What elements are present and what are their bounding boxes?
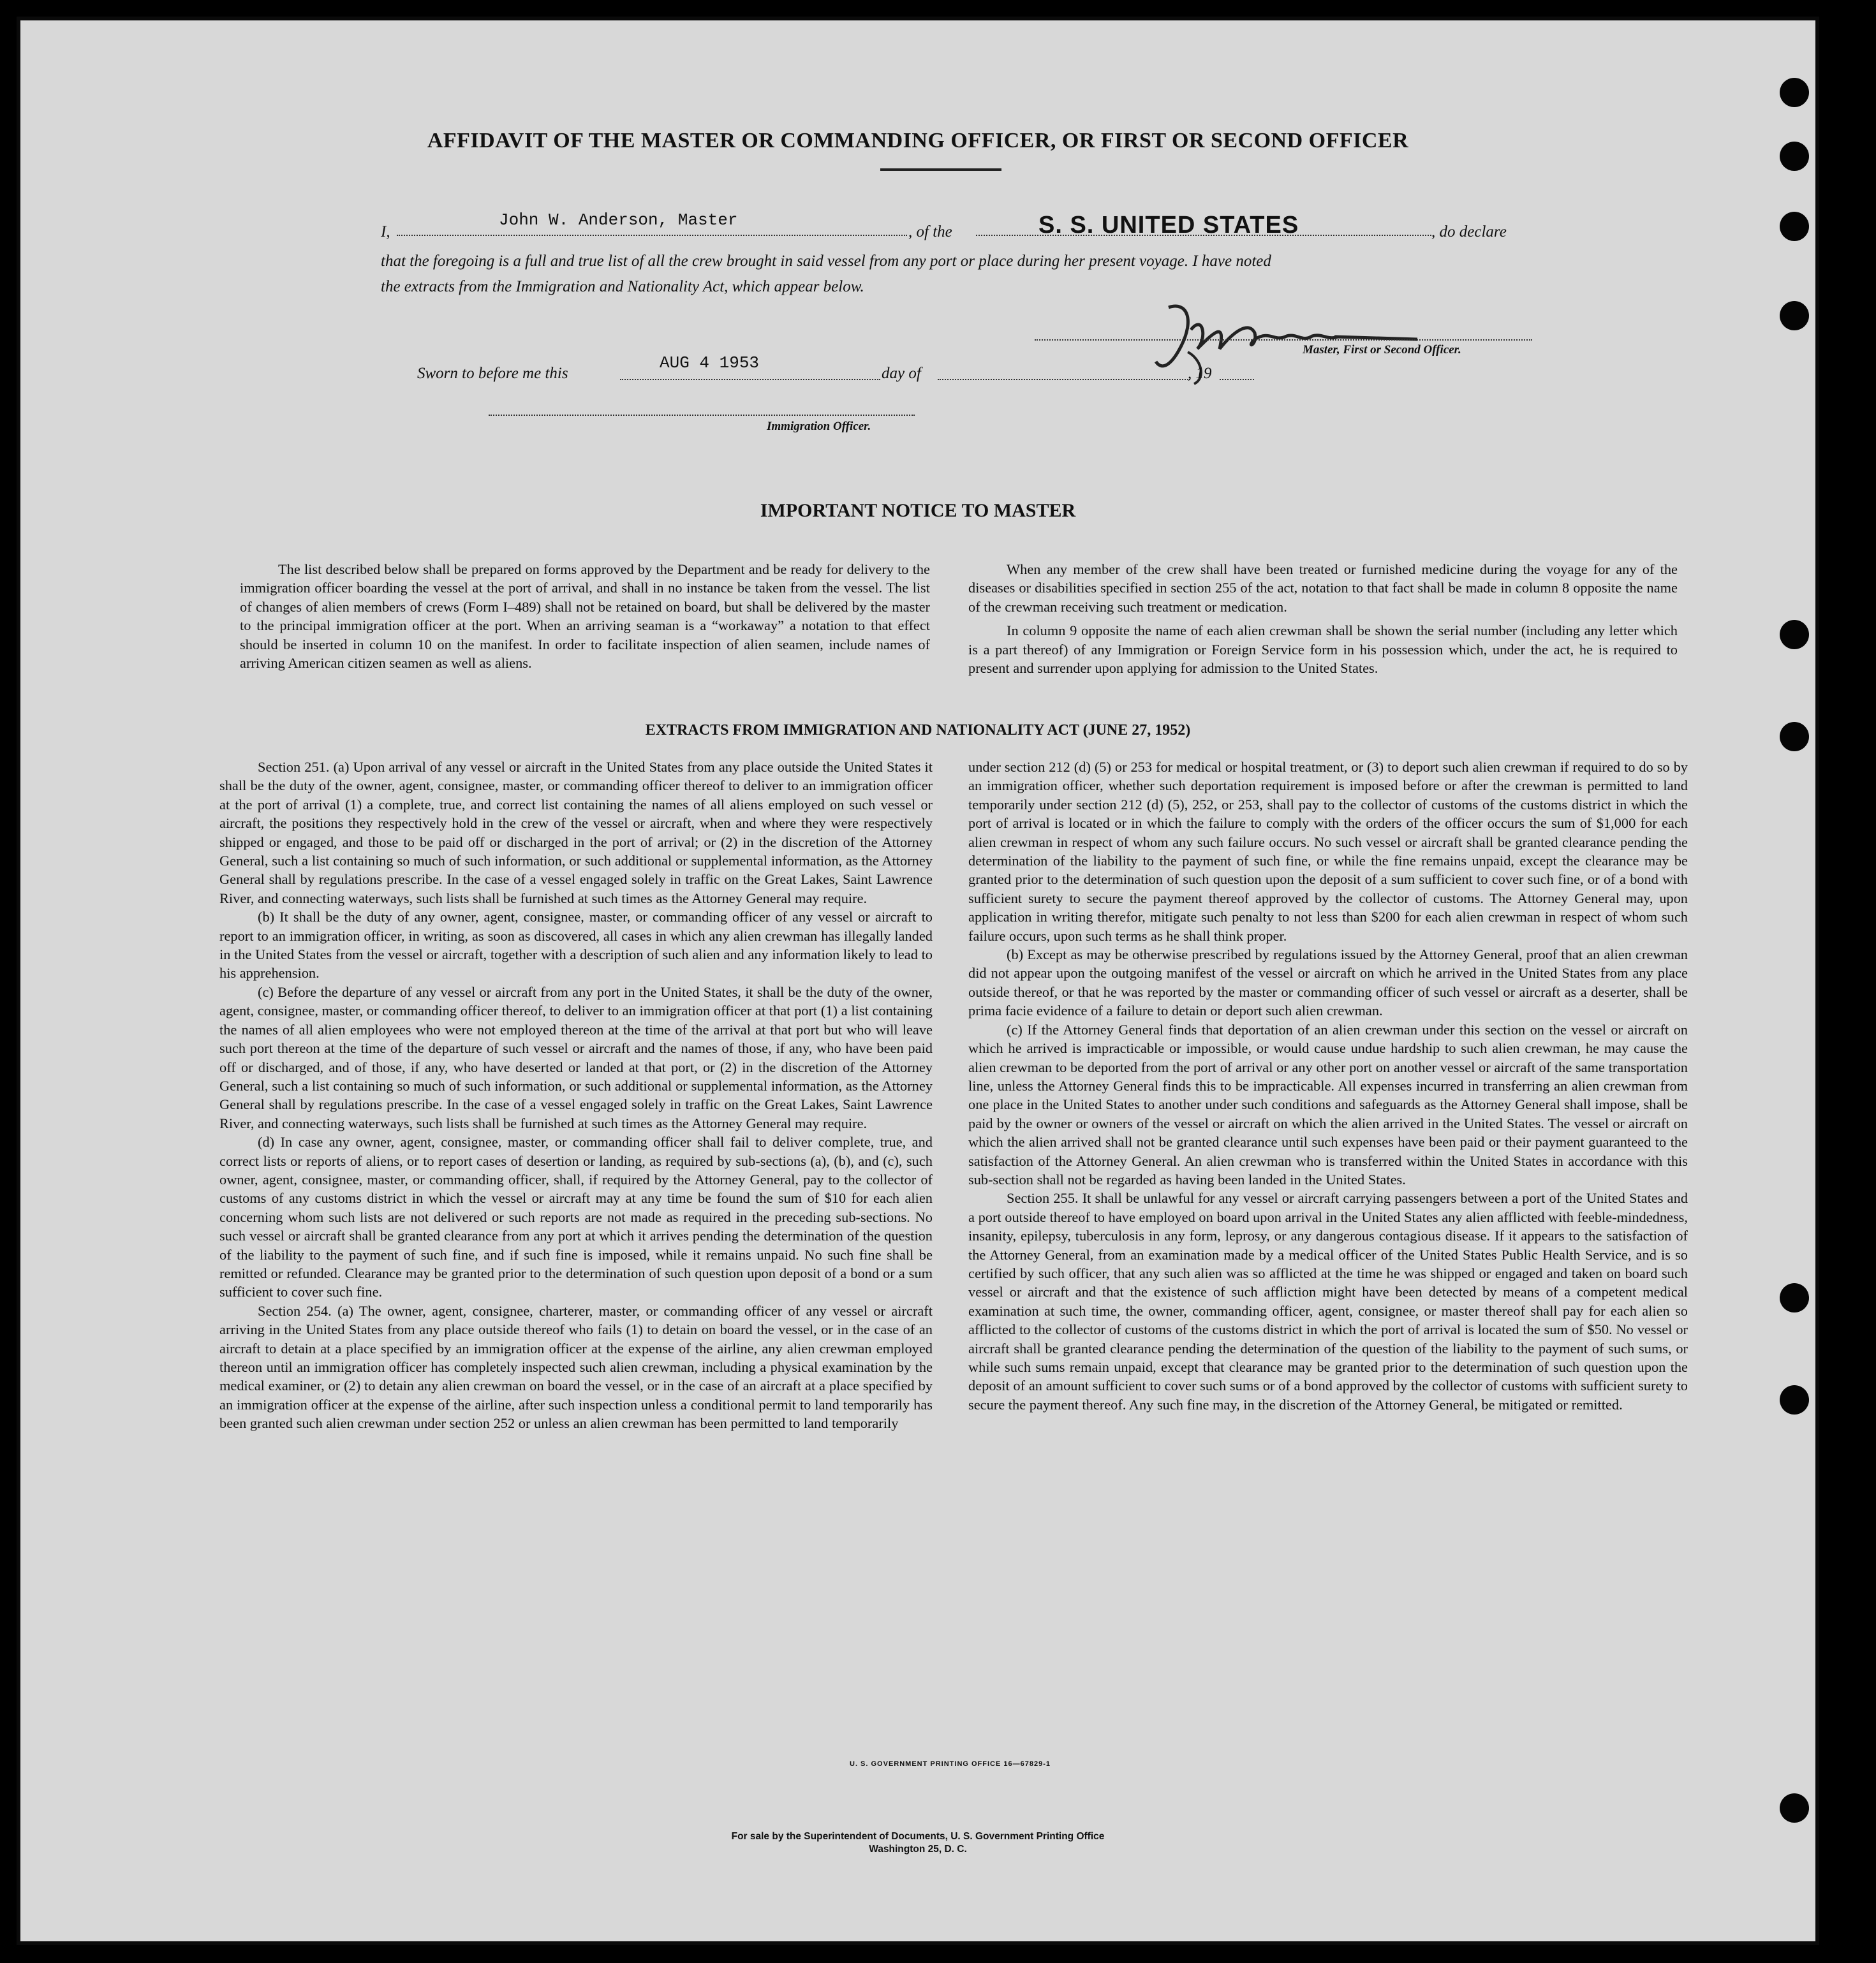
year-line xyxy=(1220,379,1254,380)
affidavit-title: AFFIDAVIT OF THE MASTER OR COMMANDING OFFICER, OR FIRST OR SECOND OFFICER xyxy=(427,129,1409,152)
binder-hole xyxy=(1780,1793,1809,1823)
binder-hole xyxy=(1780,212,1809,241)
statement-line-1: that the foregoing is a full and true list of all the crew brought in said vessel from any port or place during her present voyage. I have noted xyxy=(381,253,1271,270)
section-254-c: (c) If the Attorney General finds that deportation of an alien crewman under this section on the vessel or aircraft on which he arrived is impracticable or impossible, or would cause undue hardship to such alien crewman, he may cause the alien crewman to be deported from the port of arrival or any other port on another vessel or aircraft of the same transportation line, unless the Attorney General finds this to be impracticable. All expenses incurred in transferring an alien crewman from one place in the United States to another under such conditions and safeguards as the Attorney General shall impose, shall be paid by the owner or owners of the vessel or aircraft on which the alien arrived in the United States. The vessel or aircraft on which the alien arrived shall not be granted clearance until such expenses have been paid or their payment guaranteed to the satisfaction of the Attorney General. An alien crewman who is transferred within the United States in accordance with this sub-section shall not be regarded as having been landed in the United States. xyxy=(968,1021,1688,1187)
master-name: John W. Anderson, Master xyxy=(499,210,738,230)
sworn-date: AUG 4 1953 xyxy=(660,353,760,372)
notice-left-column xyxy=(240,560,930,672)
declaration-prefix: I, xyxy=(381,223,390,240)
extracts-left-column xyxy=(219,758,933,1433)
section-251-a: Section 251. (a) Upon arrival of any vessel or aircraft in the United States from any place outside the United States it shall be the duty of the owner, agent, consignee, master, or commanding officer thereof to deliver to an immigration officer at the port of arrival (1) a complete, true, and correct list containing the names of all aliens employed on such vessel or aircraft, the positions they respectively hold in the crew of the vessel or aircraft, when and where they were respectively shipped or engaged, and those to be paid off or discharged in the port of arrival; or (2) in the discretion of the Attorney General, such a list containing so much of such information, or such additional or supplemental information, as the Attorney General shall by regulations prescribe. In the case of a vessel engaged solely in traffic on the Great Lakes, Saint Lawrence River, and connecting waterways, such lists shall be furnished at such times as the Attorney General may require. xyxy=(219,759,933,906)
do-declare-label: , do declare xyxy=(1431,223,1507,240)
section-255: Section 255. It shall be unlawful for any vessel or aircraft carrying passengers between a port of the United States and a port outside thereof to have employed on board upon arrival in the United States any alien afflicted with feeble-mindedness, insanity, epilepsy, tuberculosis in any form, leprosy, or any dangerous contagious disease. If it appears to the satisfaction of the Attorney General, from an examination made by a medical officer of the United States Public Health Service, and is so certified by such officer, that any such alien was so afflicted at the time he was shipped or engaged and taken on board such vessel or aircraft and that the existence of such affliction might have been detected by means of a competent medical examination at such time, the owner, commanding officer, agent, consignee, or master thereof shall pay for each alien so afflicted to the collector of customs of the customs district in which the port of arrival is located the sum of $50. No vessel or aircraft shall be granted clearance pending the determination of the question of the liability to the payment of such sums, or while such sums remain unpaid, except that clearance may be granted prior to the determination of such question upon the deposit of an amount sufficient to cover such sums or of a bond approved by the collector of customs with sufficient surety to secure the payment thereof. Any such fine may, in the discretion of the Attorney General, be mitigated or remitted. xyxy=(968,1190,1688,1413)
of-the-label: , of the xyxy=(908,223,952,240)
extracts-right-column xyxy=(968,758,1688,1414)
statement-line-2: the extracts from the Immigration and Nationality Act, which appear below. xyxy=(381,278,864,295)
notice-right-column xyxy=(968,560,1678,677)
notice-right-paragraph-1: When any member of the crew shall have been treated or furnished medicine during the voyage for any of the diseases or disabilities specified in section 255 of the act, notation to that fact shall be made in column 8 opposite the name of the crewman receiving such treatment or medication. xyxy=(968,561,1678,615)
extracts-title: EXTRACTS FROM IMMIGRATION AND NATIONALITY ACT (JUNE 27, 1952) xyxy=(645,722,1191,739)
section-251-d: (d) In case any owner, agent, consignee, master, or commanding officer shall fail to deliver complete, true, and correct lists or reports of aliens, or to report cases of desertion or landing, as required by sub-sections (a), (b), and (c), such owner, agent, consignee, master, or commanding officer, shall, if required by the Attorney General, pay to the collector of customs of any customs district in which the vessel or aircraft may at any time be found the sum of $10 for each alien concerning whom such lists are not delivered or such reports are not made as required in the preceding sub-sections. No such vessel or aircraft shall be granted clearance from any port at which it arrives pending the determination of the question of the liability to the payment of such fine, and if such fine is imposed, while it remains unpaid. No such fine shall be remitted or refunded. Clearance may be granted prior to the determination of such question upon deposit of a bond or a sum sufficient to cover such fine. xyxy=(219,1134,933,1300)
officer-caption: Immigration Officer. xyxy=(767,420,871,433)
month-line xyxy=(938,379,1190,380)
sale-line-1: For sale by the Superintendent of Documents, U. S. Government Printing Office xyxy=(731,1831,1105,1842)
vessel-name: S. S. UNITED STATES xyxy=(1038,212,1299,239)
officer-signature-line xyxy=(489,415,915,416)
binder-hole xyxy=(1780,1385,1809,1415)
master-name-line xyxy=(397,235,907,236)
section-254-a: Section 254. (a) The owner, agent, consignee, charterer, master, or commanding officer of any vessel or aircraft arriving in the United States from any place outside thereof who fails (1) to detain on board the vessel, or in the case of an aircraft to detain at a place specified by an immigration officer at the expense of the airline, any alien crewman employed thereon until an immigration officer has completely inspected such alien crewman, including a physical examination by the medical examiner, or (2) to detain any alien crewman on board the vessel, or in the case of an aircraft at a place specified by an immigration officer at the expense of the airline, after such inspection unless a conditional permit to land temporarily has been granted such alien crewman under section 252 or unless an alien crewman has been permitted to land temporarily xyxy=(219,1302,933,1432)
binder-hole xyxy=(1780,620,1809,649)
section-251-c: (c) Before the departure of any vessel or aircraft from any port in the United States, it shall be the duty of the owner, agent, consignee, master, or commanding officer thereof, to deliver to an immigration officer at that port (1) a list containing the names of all alien employees who were not employed thereon at the time of the arrival at that port but who will leave such port thereon at the time of the departure of such vessel or aircraft and the names of those, if any, who have been paid off or discharged, and of those, if any, who have deserted or landed at that port, or (2) in the discretion of the Attorney General, such a list containing so much of such information, or such additional or supplemental information, as the Attorney General shall by regulations prescribe. In the case of a vessel engaged solely in traffic on the Great Lakes, Saint Lawrence River, and connecting waterways, such lists shall be furnished at such times as the Attorney General may require. xyxy=(219,983,933,1131)
notice-title: IMPORTANT NOTICE TO MASTER xyxy=(760,500,1076,521)
master-signature-line xyxy=(1035,339,1532,341)
notice-left-paragraph: The list described below shall be prepared on forms approved by the Department and be ready for delivery to the immigration officer boarding the vessel at the port of arrival, and shall in no instance be taken from the vessel. The list of changes of alien members of crews (Form I–489) shall not be retained on board, but shall be delivered by the master to the principal immigration officer at the port. When an arriving seaman is a “workaway” a notation to that effect should be inserted in column 10 on the manifest. In order to facilitate inspection of alien seamen, include names of arriving American citizen seamen as well as aliens. xyxy=(240,561,930,672)
sworn-date-line xyxy=(620,379,880,380)
binder-hole xyxy=(1780,78,1809,107)
year-prefix: , 19 xyxy=(1188,365,1212,382)
sworn-label: Sworn to before me this xyxy=(417,365,568,382)
day-of-label: day of xyxy=(882,365,921,382)
sale-line-2: Washington 25, D. C. xyxy=(869,1844,967,1855)
title-rule xyxy=(880,168,1001,171)
master-caption: Master, First or Second Officer. xyxy=(1303,343,1461,357)
notice-right-paragraph-2: In column 9 opposite the name of each alien crewman shall be shown the serial number (including any letter which is a part thereof) of any Immigration or Foreign Service form in his possession which, under the act, he is required to present and surrender upon applying for admission to the United States. xyxy=(968,622,1678,677)
section-251-b: (b) It shall be the duty of any owner, agent, consignee, master, or commanding officer of any vessel or aircraft to report to an immigration officer, in writing, as soon as discovered, all cases in which any alien crewman has illegally landed in the United States from the vessel or aircraft, together with a description of such alien and any information likely to lead to his apprehension. xyxy=(219,909,933,982)
binder-hole xyxy=(1780,1283,1809,1312)
gpo-imprint: U. S. GOVERNMENT PRINTING OFFICE 16—67829-1 xyxy=(850,1760,1051,1768)
sale-notice xyxy=(20,1830,1815,1856)
section-254-a-continued: under section 212 (d) (5) or 253 for medical or hospital treatment, or (3) to deport such alien crewman if required to do so by an immigration officer, whether such deportation requirement is imposed before or after the crewman is permitted to land temporarily under section 212 (d) (5), 252, or 253, shall pay to the collector of customs of the customs district in which the port of arrival is located or in which the failure to comply with the orders of the officer occurs the sum of $1,000 for each alien crewman in respect of whom any such failure occurs. No such vessel or aircraft shall be granted clearance pending the determination of the liability to the payment of such fine, or while the fine remains unpaid, except the clearance may be granted prior to the determination of such question upon the deposit of a sum sufficient to cover such fine, or of a bond with sufficient surety to secure the payment thereof approved by the collector of customs. The Attorney General may, upon application in writing therefor, mitigate such penalty to not less than $200 for each alien crewman in respect of whom such failure occurs, upon such terms as he shall think proper. xyxy=(968,759,1688,944)
section-254-b: (b) Except as may be otherwise prescribed by regulations issued by the Attorney General, proof that an alien crewman did not appear upon the outgoing manifest of the vessel or aircraft on which he arrived in the United States from any place outside thereof, or that he was reported by the master or commanding officer of such vessel or aircraft as a deserter, shall be prima facie evidence of a failure to detain or deport such alien crewman. xyxy=(968,946,1688,1019)
binder-hole xyxy=(1780,301,1809,330)
affidavit-page xyxy=(17,17,1819,1945)
